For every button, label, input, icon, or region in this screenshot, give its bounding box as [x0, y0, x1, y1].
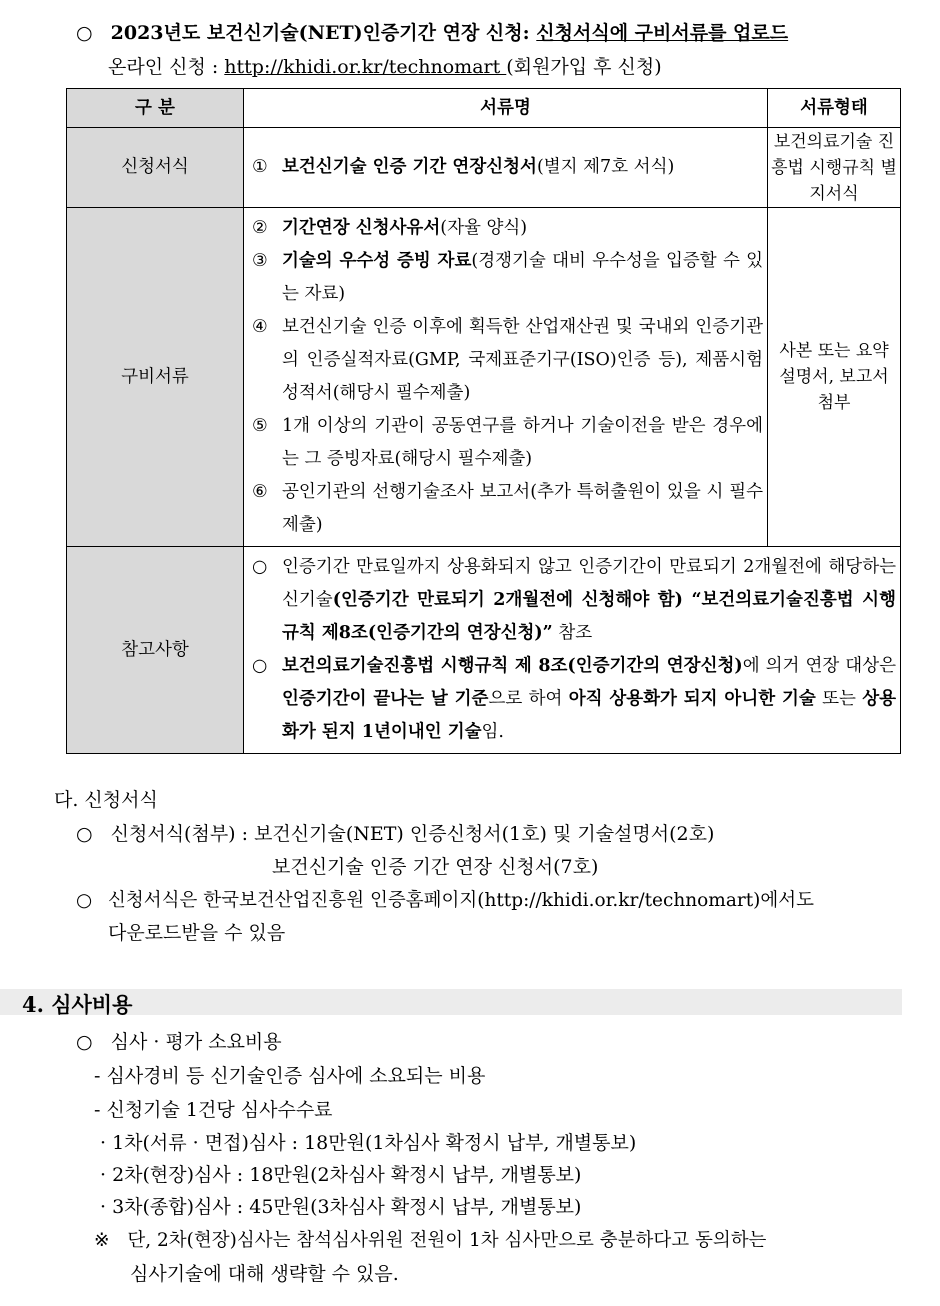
item-text: (자율 양식) [440, 218, 528, 238]
note-text: 임. [481, 722, 504, 742]
list-item [244, 410, 767, 476]
intro-title-underlined: 신청서식에 구비서류를 업로드 [536, 22, 789, 44]
bullet: ○ [76, 823, 93, 845]
item-mark: ① [252, 157, 268, 177]
item-text: 보건신기술 인증 이후에 획득한 산업재산권 및 국내외 인증기관의 인증실적자료(GMP, 국제표준기구(ISO)인증 등), 제품시험성적서(해당시 필수제출) [282, 317, 763, 403]
forms-text: 신청서식은 한국보건산업진흥원 인증홈페이지(http://khidi.or.kr/technomart)에서도 [108, 890, 814, 911]
section-4-sub [76, 1027, 282, 1054]
form-doc-note: (별지 제7호 서식) [536, 157, 675, 177]
note-bold: 상용화가 된지 1년이내인 기술 [282, 689, 897, 742]
item-mark: ③ [252, 251, 268, 271]
table-row-form [67, 128, 901, 208]
bullet: ○ [76, 1031, 93, 1053]
note-item [244, 650, 900, 749]
forms-line-4: 다운로드받을 수 있음 [108, 922, 286, 944]
fee-line-1: · 1차(서류 · 면접)심사 : 18만원(1차심사 확정시 납부, 개별통보) [100, 1132, 637, 1154]
note-item [244, 551, 900, 650]
forms-line-3 [76, 886, 814, 912]
note-text: 에 의거 연장 대상은 [742, 656, 897, 676]
note-bold: 아직 상용화가 되지 아니한 기술 [568, 689, 816, 709]
header-doc-type: 서류형태 [768, 89, 901, 128]
header-doc-name: 서류명 [244, 89, 768, 128]
intro-line [76, 18, 788, 45]
list-item [244, 476, 767, 542]
note-mark: ※ [94, 1230, 110, 1251]
docs-type: 사본 또는 요약설명서, 보고서 첨부 [768, 208, 901, 547]
forms-text: 신청서식(첨부) : 보건신기술(NET) 인증신청서(1호) 및 기술설명서(2호) [110, 823, 715, 845]
header-category: 구 분 [67, 89, 244, 128]
fee-line-3: · 3차(종합)심사 : 45만원(3차심사 확정시 납부, 개별통보) [100, 1196, 582, 1218]
note-text: 으로 하여 [488, 689, 569, 709]
section-4-band [0, 989, 902, 1015]
online-label: 온라인 신청 : [108, 56, 225, 78]
docs-cell [244, 208, 768, 547]
category-docs: 구비서류 [67, 208, 244, 547]
item-bold: 기간연장 신청사유서 [282, 218, 441, 238]
item-text: 공인기관의 선행기술조사 보고서(추가 특허출원이 있을 시 필수제출) [282, 482, 763, 535]
item-mark: ② [252, 218, 268, 238]
table-row-notes [67, 547, 901, 754]
table-header-row [67, 89, 901, 128]
fee-line-2: · 2차(현장)심사 : 18만원(2차심사 확정시 납부, 개별통보) [100, 1164, 582, 1186]
note-bold: 보건의료기술진흥법 시행규칙 제 8조(인증기간의 연장신청) [282, 656, 743, 676]
fee-note-text: 단, 2차(현장)심사는 참석심사위원 전원이 1차 심사만으로 충분하다고 동의하는 [127, 1230, 767, 1251]
intro-title: 2023년도 보건신기술(NET)인증기간 연장 신청: [110, 22, 537, 44]
online-line [108, 52, 662, 79]
item-mark: ④ [252, 317, 268, 337]
online-note: (회원가입 후 신청) [506, 56, 662, 78]
item-bold: 기술의 우수성 증빙 자료 [282, 251, 472, 271]
notes-cell [244, 547, 901, 754]
form-doc-cell [244, 128, 768, 208]
form-doc-name: 보건신기술 인증 기간 연장신청서 [282, 157, 537, 177]
bullet: ○ [76, 22, 93, 44]
category-notes: 참고사항 [67, 547, 244, 754]
item-mark: ⑤ [252, 416, 268, 436]
list-item [244, 311, 767, 410]
item-mark: ⑥ [252, 482, 268, 502]
note-bullet: ○ [252, 557, 268, 577]
category-form: 신청서식 [67, 128, 244, 208]
forms-heading: 다. 신청서식 [54, 789, 158, 811]
table-row-docs [67, 208, 901, 547]
online-url-link[interactable]: http://khidi.or.kr/technomart [224, 56, 507, 78]
note-text: 또는 [815, 689, 863, 709]
section-4-heading: 4. 심사비용 [22, 992, 133, 1017]
fee-note-1 [94, 1226, 766, 1252]
fee-dash-1: - 심사경비 등 신기술인증 심사에 소요되는 비용 [94, 1065, 486, 1087]
forms-line-1 [76, 819, 714, 846]
fee-note-2: 심사기술에 대해 생략할 수 있음. [130, 1263, 399, 1285]
item-text: 1개 이상의 기관이 공동연구를 하거나 기술이전을 받은 경우에는 그 증빙자료(해당시 필수제출) [282, 416, 763, 469]
note-text: 인증기간 만료일까지 상용화되지 않고 인증기간이 만료되기 2개월전에 해당하는 신기술 [282, 557, 896, 610]
note-bullet: ○ [252, 656, 268, 676]
documents-table [66, 88, 901, 754]
note-bold: 인증기간이 끝나는 날 기준 [282, 689, 489, 709]
list-item [244, 212, 767, 245]
fee-dash-2: - 신청기술 1건당 심사수수료 [94, 1099, 333, 1121]
item-text: (경쟁기술 대비 우수성을 입증할 수 있는 자료) [282, 251, 763, 304]
form-doc-type: 보건의료기술 진흥법 시행규칙 별지서식 [768, 128, 901, 208]
forms-line-2: 보건신기술 인증 기간 연장 신청서(7호) [272, 856, 599, 878]
bullet: ○ [76, 890, 93, 911]
list-item [244, 245, 767, 311]
note-bold: (인증기간 만료되기 2개월전에 신청해야 함) “보건의료기술진흥법 시행규칙 제8조(인증기간의 연장신청)” [282, 590, 896, 643]
section-4-sub-text: 심사 · 평가 소요비용 [110, 1031, 282, 1053]
note-text: 참조 [552, 623, 593, 643]
